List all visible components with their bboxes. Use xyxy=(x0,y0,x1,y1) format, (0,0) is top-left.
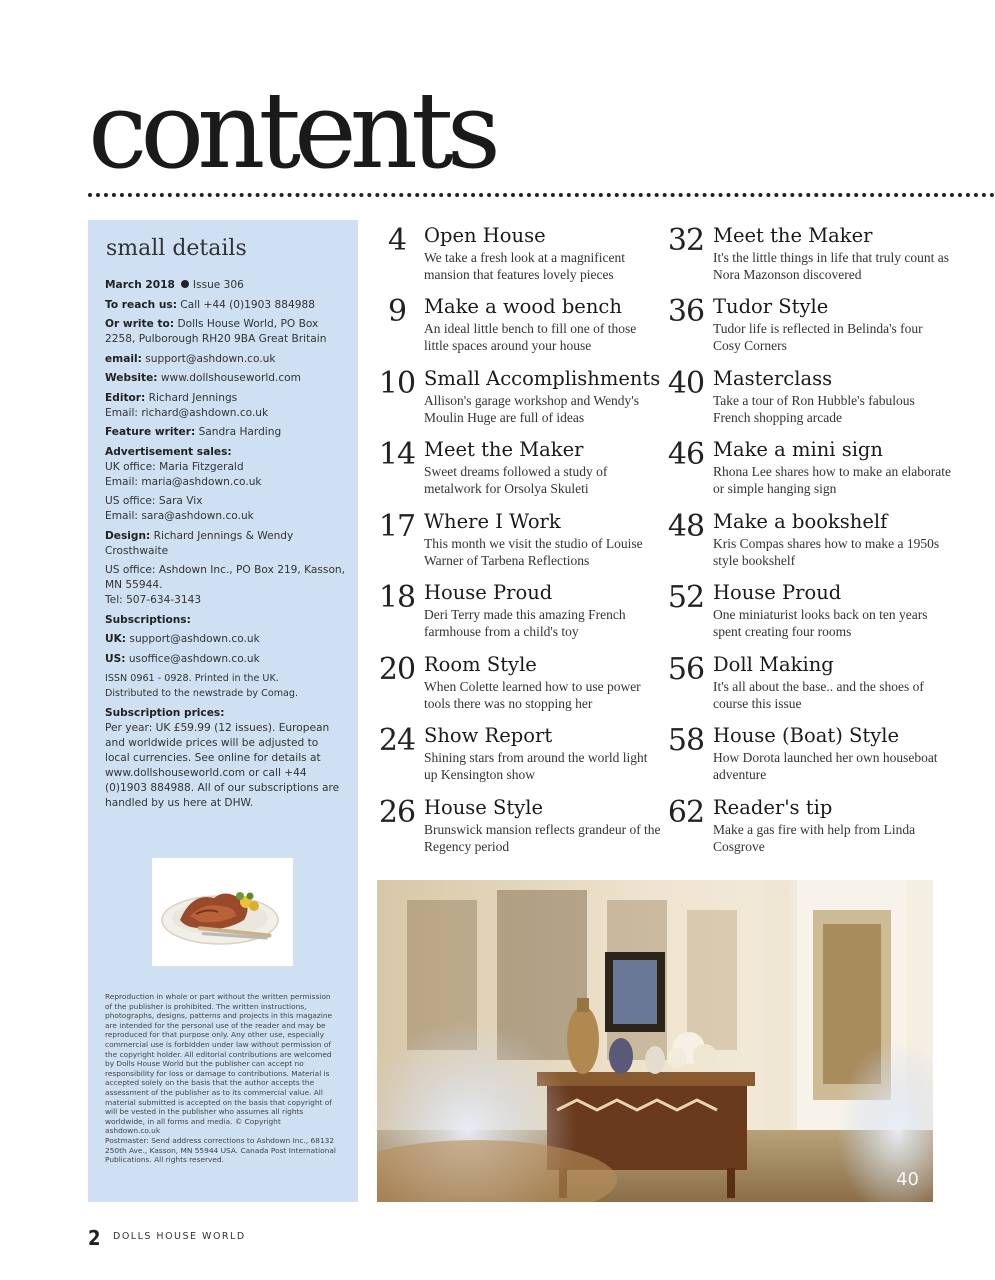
contact-value: Tel: 507-634-3143 xyxy=(105,594,202,606)
page-number: 26 xyxy=(378,795,416,830)
page-number: 10 xyxy=(378,366,416,401)
page-number: 32 xyxy=(667,223,705,258)
article-description: Brunswick mansion reflects grandeur of the Regency period xyxy=(424,822,661,854)
contact-value: Sandra Harding xyxy=(195,426,282,438)
toc-entry[interactable] xyxy=(377,222,667,288)
issue-number: Issue 306 xyxy=(192,279,244,291)
article-description: Rhona Lee shares how to make an elaborate or simple hanging sign xyxy=(713,464,952,496)
contact-email[interactable]: Email: richard@ashdown.co.uk xyxy=(105,406,269,419)
contact-row xyxy=(105,652,345,667)
article-description: It's all about the base.. and the shoes of course this issue xyxy=(713,679,924,711)
article-title: Make a bookshelf xyxy=(713,510,888,533)
page-number: 14 xyxy=(378,437,416,472)
page-number: 24 xyxy=(378,723,416,758)
page-number: 40 xyxy=(667,366,705,401)
contact-row xyxy=(105,371,345,386)
contact-row xyxy=(105,529,345,559)
contact-value: US office: Sara Vix xyxy=(105,495,203,507)
article-title: House Style xyxy=(424,796,544,819)
article-description: Allison's garage workshop and Wendy's Moulin Huge are full of ideas xyxy=(424,393,639,425)
contact-row xyxy=(105,445,345,490)
toc-entry[interactable] xyxy=(377,722,667,788)
subscription-prices-text: Per year: UK £59.99 (12 issues). European and worldwide prices will be adjusted to local currencies. See online for details at www.dollshouseworld.com or call +44 (0)1903 884988. All of our subscriptions are handled by us here at DHW. xyxy=(105,721,340,809)
article-description: An ideal little bench to fill one of those little spaces around your house xyxy=(424,321,637,353)
subscription-prices-label: Subscription prices: xyxy=(105,706,225,719)
distribution-line: Distributed to the newstrade by Comag. xyxy=(105,688,299,699)
toc-entry[interactable] xyxy=(666,365,956,431)
issn-line: ISSN 0961 - 0928. Printed in the UK. xyxy=(105,673,279,684)
toc-entry[interactable] xyxy=(377,508,667,574)
bullet-icon xyxy=(181,280,189,288)
contact-row xyxy=(105,298,345,313)
contact-value: Richard Jennings & Wendy Crosthwaite xyxy=(105,529,294,557)
contact-row xyxy=(105,425,345,440)
toc-entry[interactable] xyxy=(666,579,956,645)
contact-row xyxy=(105,317,345,347)
issn-info xyxy=(105,671,345,701)
article-title: House Proud xyxy=(713,581,842,604)
page-number: 46 xyxy=(667,437,705,472)
article-description: Deri Terry made this amazing French farmhouse from a child's toy xyxy=(424,607,626,639)
small-details-sidebar xyxy=(88,220,358,1202)
article-title: House Proud xyxy=(424,581,553,604)
toc-entry[interactable] xyxy=(666,222,956,288)
article-title: Masterclass xyxy=(713,367,833,390)
contact-row xyxy=(105,494,345,524)
contact-row xyxy=(105,563,345,608)
page-number: 36 xyxy=(667,294,705,329)
contact-label: Design: xyxy=(105,529,151,542)
photo-page-tag: 40 xyxy=(896,1169,919,1190)
toc-entry[interactable] xyxy=(666,794,956,860)
toc-entry[interactable] xyxy=(377,436,667,502)
page-folio: 2 xyxy=(88,1226,101,1250)
contact-label: Feature writer: xyxy=(105,426,196,438)
article-description: When Colette learned how to use power tools there was no stopping her xyxy=(424,679,641,711)
article-title: Make a mini sign xyxy=(713,438,883,461)
article-description: Kris Compas shares how to make a 1950s style bookshelf xyxy=(713,536,940,568)
page-title: contents xyxy=(88,69,495,192)
toc-entry[interactable] xyxy=(377,365,667,431)
page-number: 17 xyxy=(378,509,416,544)
article-description: Take a tour of Ron Hubble's fabulous French shopping arcade xyxy=(713,393,915,425)
article-description: Make a gas fire with help from Linda Cosgrove xyxy=(713,822,916,854)
email-link[interactable]: support@ashdown.co.uk xyxy=(141,352,276,365)
page-number: 4 xyxy=(387,223,407,258)
toc-entry[interactable] xyxy=(666,508,956,574)
article-description: Shining stars from around the world light up Kensington show xyxy=(424,750,648,782)
contact-label: Subscriptions: xyxy=(105,613,191,626)
page-number: 52 xyxy=(667,580,705,615)
article-title: Open House xyxy=(424,224,546,247)
article-title: Small Accomplishments xyxy=(424,367,661,390)
contact-email[interactable]: support@ashdown.co.uk xyxy=(126,633,260,645)
contact-email[interactable]: usoffice@ashdown.co.uk xyxy=(125,652,260,665)
contact-value: US office: Ashdown Inc., PO Box 219, Kasson, MN 55944. xyxy=(105,564,346,591)
article-description: How Dorota launched her own houseboat adventure xyxy=(713,750,938,782)
contact-value: Call +44 (0)1903 884988 xyxy=(176,298,315,311)
article-title: House (Boat) Style xyxy=(713,724,899,747)
article-title: Room Style xyxy=(424,653,537,676)
website-link[interactable]: www.dollshouseworld.com xyxy=(157,372,301,384)
contact-label: US: xyxy=(105,652,126,665)
postmaster-text: Postmaster: Send address corrections to Ashdown Inc., 68132 250th Ave., Kasson, MN 55944 USA. Canada Post International Publications. All rights reserved. xyxy=(105,1135,336,1165)
article-title: Tudor Style xyxy=(713,295,829,318)
article-description: One miniaturist looks back on ten years spent creating four rooms xyxy=(713,607,928,639)
toc-entry[interactable] xyxy=(666,436,956,502)
article-title: Meet the Maker xyxy=(713,224,873,247)
contact-label: Advertisement sales: xyxy=(105,445,232,458)
contact-label: email: xyxy=(105,352,142,365)
toc-entry[interactable] xyxy=(666,651,956,717)
toc-entry[interactable] xyxy=(377,794,667,860)
dotted-divider xyxy=(88,193,995,197)
contact-row xyxy=(105,391,345,421)
feature-photo[interactable] xyxy=(377,880,933,1202)
page-number: 62 xyxy=(667,795,705,830)
sidebar-heading: small details xyxy=(106,236,247,261)
contact-label: Editor: xyxy=(105,391,146,404)
contact-value: Richard Jennings xyxy=(145,391,238,404)
article-title: Where I Work xyxy=(424,510,561,533)
contact-value: Dolls House World, PO Box 2258, Pulborough RH20 9BA Great Britain xyxy=(105,318,327,345)
contact-label: UK: xyxy=(105,633,127,645)
contact-email[interactable]: Email: sara@ashdown.co.uk xyxy=(105,510,254,522)
article-title: Show Report xyxy=(424,724,553,747)
contact-row xyxy=(105,352,345,367)
page-number: 56 xyxy=(667,652,705,687)
contact-value: UK office: Maria Fitzgerald xyxy=(105,460,244,473)
page-number: 18 xyxy=(378,580,416,615)
toc-entry[interactable] xyxy=(666,722,956,788)
contact-row xyxy=(105,613,345,628)
food-plate-image xyxy=(152,858,293,966)
issue-line xyxy=(105,278,345,293)
article-title: Meet the Maker xyxy=(424,438,584,461)
contact-row xyxy=(105,632,345,647)
article-title: Reader's tip xyxy=(713,796,833,819)
contact-email[interactable]: Email: maria@ashdown.co.uk xyxy=(105,475,262,488)
page-number: 48 xyxy=(667,509,705,544)
contact-info xyxy=(105,278,345,815)
page-number: 9 xyxy=(387,294,407,329)
article-title: Doll Making xyxy=(713,653,834,676)
contact-label: To reach us: xyxy=(105,298,177,311)
issue-date: March 2018 xyxy=(105,279,175,291)
article-description: It's the little things in life that truly count as Nora Mazonson discovered xyxy=(713,250,950,282)
subscription-prices xyxy=(105,706,345,811)
page-number: 20 xyxy=(378,652,416,687)
toc-entry[interactable] xyxy=(377,293,667,359)
toc-entry[interactable] xyxy=(377,579,667,645)
contact-label: Or write to: xyxy=(105,318,175,330)
copyright-text: Reproduction in whole or part without the written permission of the publisher is prohibited. The written instructions, photographs, designs, patterns and projects in this magazine are intended for the personal use of the reader and may be reproduced for that purpose only. Any other use, especially commercial use is forbidden under law without permission of the copyright holder. All editorial contributions are welcomed by Dolls House World but the publisher can accept no responsibility for loss or damage to contributions. Material is accepted solely on the basis that the author accepts the assessment of the publisher as to its commercial value. All material submitted is accepted on the basis that copyright of will be vested in the publisher who assumes all rights worldwide, in all forms and media. © Copyright ashdown.co.uk xyxy=(105,992,333,1136)
article-description: This month we visit the studio of Louise Warner of Tarbena Reflections xyxy=(424,536,643,568)
toc-entry[interactable] xyxy=(377,651,667,717)
toc-entry[interactable] xyxy=(666,293,956,359)
article-description: Sweet dreams followed a study of metalwork for Orsolya Skuleti xyxy=(424,464,608,496)
legal-notice xyxy=(105,992,337,1165)
article-description: Tudor life is reflected in Belinda's four Cosy Corners xyxy=(713,321,923,353)
article-description: We take a fresh look at a magnificent mansion that features lovely pieces xyxy=(424,250,625,282)
contact-label: Website: xyxy=(105,372,158,384)
magazine-name: DOLLS HOUSE WORLD xyxy=(113,1231,246,1242)
page-number: 58 xyxy=(667,723,705,758)
article-title: Make a wood bench xyxy=(424,295,622,318)
